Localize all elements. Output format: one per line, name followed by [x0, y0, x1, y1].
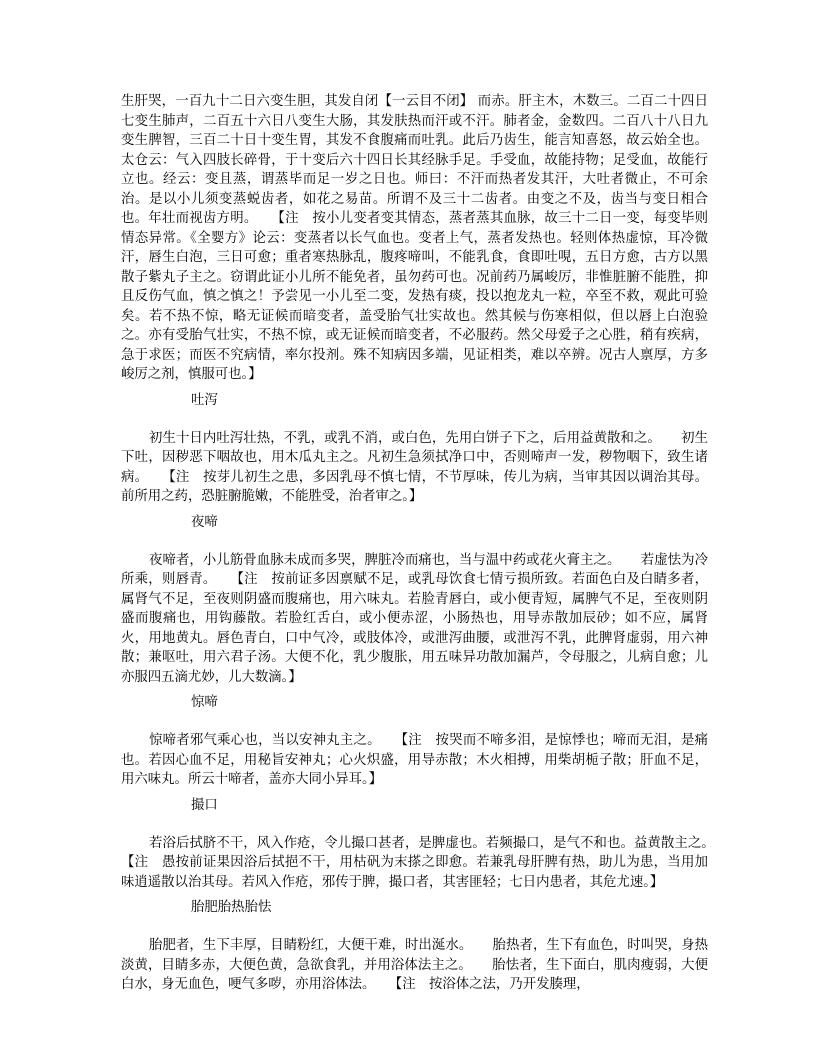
section-gap — [121, 417, 708, 429]
paragraph-cuokou: 若浴后拭脐不干，风入作疮，令儿撮口甚者，是脾虚也。若频撮口，是气不和也。益黄散主之。 【注 愚按前证果因浴后拭挹不干，用枯矾为末搽之即愈。若兼乳母肝脾有热，助儿为患，当用加味逍遥散以治其母。若风入作疮，邪传于脾，撮口者，其害匪轻；七日内患者，其危尤速。】 — [121, 835, 735, 890]
section-title-jingti: 惊啼 — [191, 695, 218, 710]
section-title-tuxie: 吐泻 — [191, 392, 218, 408]
paragraph-bianzheng: 生肝哭，一百九十二日六变生胆，其发自闭【一云目不闭】 而赤。肝主木，木数三。二百二十四日七变生肺声，二百五十六日八变生大肠，其发肤热而汗或不汗。肺者金，金数四。二百八十八日九变生脾智，三百二十日十变生胃，其发不食腹痛而吐乳。此后乃齿生，能言知喜怒，故云始全也。太仓云：气入四肢长碎骨，于十变后六十四日长其经脉手足。手受血，故能持物；足受血，故能行立也。经云：变且蒸，谓蒸毕而足一岁之日也。师曰：不汗而热者发其汗，大吐者微止，不可余治。是以小儿须变蒸蜕齿者，如花之易苗。所谓不及三十二齿者。由变之不及，齿当与变日相合也。年壮而视齿方明。 【注 按小儿变者变其情态，蒸者蒸其血脉，故三十二日一变，每变毕则情态异常。《全婴方》论云：变蒸者以长气血也。变者上气，蒸者发热也。轻则体热虚惊，耳冷微汗，唇生白泡，三日可愈；重者寒热脉乱，腹疼啼叫，不能乳食，食即吐哯，五日方愈，古方以黑散子紫丸子主之。窃谓此证小儿所不能免者，虽勿药可也。况前药乃属峻厉，非惟脏腑不能胜，抑且反伤气血，慎之慎之！予尝见一小儿至二变，发热有痰，投以抱龙丸一粒，卒至不救，观此可验矣。若不热不惊，略无证候而暗变者，盖受胎气壮实故也。然其候与伤寒相似，但以唇上白泡验之。亦有受胎气壮实，不热不惊，或无证候而暗变者，不必服药。然父母爱子之心胜，稍有疾病，急于求医；而医不究病情，率尔投剂。殊不知病因多端，见证相类，难以卒辨。况古人禀厚，方多峻厉之剂，慎服可也。】 — [121, 94, 708, 382]
paragraph-taifei: 胎肥者，生下丰厚，目睛粉红，大便干难，时出涎水。 胎热者，生下有血色，时叫哭，身热淡黄，目睛多赤，大便色黄，急欲食乳，并用浴体法主之。 胎怯者，生下面白，肌肉瘦弱，大便白水，身无血色，哽气多哕，亦用浴体法。 【注 按浴体之法，乃开发腠理， — [121, 938, 708, 992]
section-title-taifei: 胎肥胎热胎怯 — [191, 900, 272, 915]
section-gap — [121, 822, 708, 834]
section-title-yeti: 夜啼 — [191, 514, 218, 530]
paragraph-tuxie: 初生十日内吐泻壮热，不乳，或乳不消，或白色，先用白饼子下之，后用益黄散和之。 初生下吐，因秽恶下咽故也，用木瓜丸主之。凡初生急须拭净口中，否则啼声一发，秽物咽下，致生诸病。 【注 按芽儿初生之患，多因乳母不慎七情，不节厚味，传儿为病，当审其因以调治其母。前所用之药，恐脏腑脆嫩，不能胜受，治者审之。】 — [121, 430, 708, 504]
paragraph-yeti: 夜啼者，小儿筋骨血脉未成而多哭，脾脏冷而痛也，当与温中药或花火膏主之。 若虚怯为冷所乘，则唇青。 【注 按前证多因禀赋不足，或乳母饮食七情亏损所致。若面色白及白睛多者，属肾气不足，至夜则阴盛而腹痛也，用六味丸。若脸青唇白，或小便青短，属脾气不足，至夜则阴盛而腹痛也，用钩藤散。若脸红舌白，或小便赤涩，小肠热也，用导赤散加辰砂；如不应，属肾火，用地黄丸。唇色青白，口中气冷，或肢体冷，或泄泻曲腰，或泄泻不乳，此脾肾虚弱，用六神散；兼呕吐，用六君子汤。大便不化，乳少腹胀，用五味异功散加漏芦，令母服之，儿病自愈；儿亦服四五滴尤妙，儿大数滴。】 — [121, 552, 708, 685]
section-gap — [121, 719, 708, 731]
section-gap — [121, 539, 708, 551]
paragraph-jingti: 惊啼者邪气乘心也，当以安神丸主之。 【注 按哭而不啼多泪，是惊悸也；啼而无泪，是痛也。若因心血不足，用秘旨安神丸；心火炽盛，用导赤散；木火相搏，用柴胡栀子散；肝血不足，用六味丸。所云十啼者，盖亦大同小异耳。】 — [121, 733, 708, 787]
section-title-cuokou: 撮口 — [191, 797, 218, 813]
section-gap — [121, 924, 708, 936]
